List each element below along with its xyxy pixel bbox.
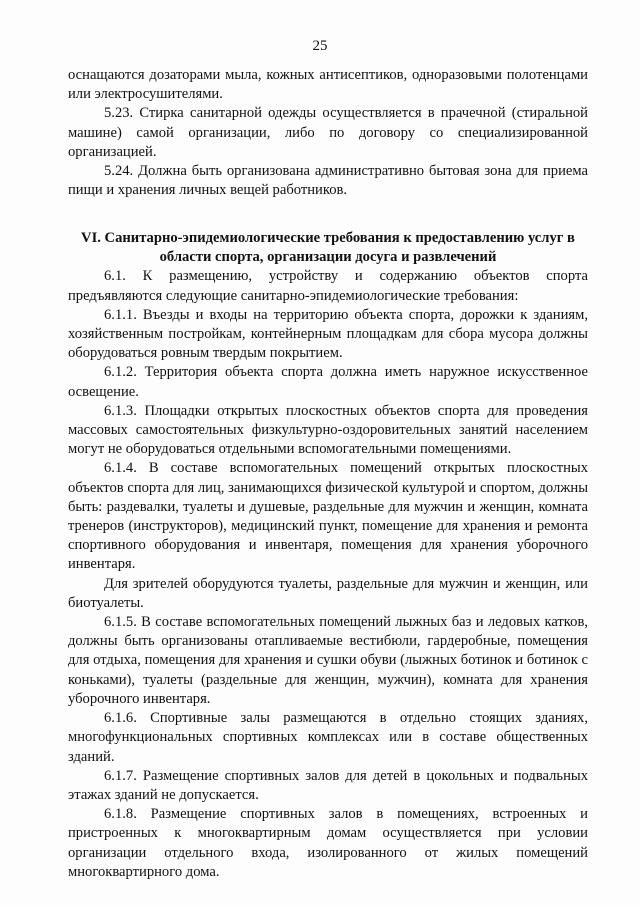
section-heading: VI. Санитарно-эпидемиологические требования к предоставлению услуг в области спорта, организации досуга и развлечений [81,230,575,266]
paragraph-6-1-7: 6.1.7. Размещение спортивных залов для детей в цокольных и подвальных этажах зданий не допускается. [68,767,588,803]
paragraph-6-1-2: 6.1.2. Территория объекта спорта должна иметь наружное искусственное освещение. [68,364,588,400]
paragraph-6-1-4: 6.1.4. В составе вспомогательных помещений открытых плоскостных объектов спорта для лиц, занимающихся физической культурой и спортом, должны быть: раздевалки, туалеты и душевые, раздельные для мужчин и женщин, комната тренеров (инструкторов), медицинский пункт, помещение для хранения и ремонта спортивного оборудования и инвентаря, помещения для хранения уборочного инвентаря. [68,460,588,573]
paragraph-6-1-6: 6.1.6. Спортивные залы размещаются в отдельно стоящих зданиях, многофункциональных спортивных комплексах или в составе общественных зданий. [68,710,588,765]
paragraph-6-1-5: 6.1.5. В составе вспомогательных помещений лыжных баз и ледовых катков, должны быть организованы отапливаемые вестибюли, гардеробные, помещения для отдыха, помещения для хранения и сушки обуви (лыжных ботинок и ботинок с коньками), туалеты (раздельные для женщин, мужчин), комната для хранения уборочного инвентаря. [68,614,588,707]
document-body [68,66,588,882]
paragraph-6-1-3: 6.1.3. Площадки открытых плоскостных объектов спорта для проведения массовых самостоятельных физкультурно-оздоровительных занятий населением могут не оборудоваться отдельными вспомогательными помещениями. [68,402,588,458]
paragraph-spectators: Для зрителей оборудуются туалеты, раздельные для мужчин и женщин, или биотуалеты. [68,575,588,611]
paragraph-6-1-1: 6.1.1. Въезды и входы на территорию объекта спорта, дорожки к зданиям, хозяйственным постройкам, контейнерным площадкам для сбора мусора должны оборудоваться ровным твердым покрытием. [68,306,588,362]
paragraph-continuation: оснащаются дозаторами мыла, кожных антисептиков, одноразовыми полотенцами или электросушителями. [68,67,588,103]
paragraph-6-1-8: 6.1.8. Размещение спортивных залов в помещениях, встроенных и пристроенных к многоквартирным домам осуществляется при условии организации отдельного входа, изолированного от жилых помещений многоквартирного дома. [68,806,588,880]
paragraph-5-24: 5.24. Должна быть организована административно бытовая зона для приема пищи и хранения личных вещей работников. [68,163,588,199]
paragraph-6-1: 6.1. К размещению, устройству и содержанию объектов спорта предъявляются следующие санитарно-эпидемиологические требования: [68,268,588,304]
page-number: 25 [312,38,328,54]
paragraph-5-23: 5.23. Стирка санитарной одежды осуществляется в прачечной (стиральной машине) самой организации, либо по договору со специализированной организацией. [68,105,588,160]
